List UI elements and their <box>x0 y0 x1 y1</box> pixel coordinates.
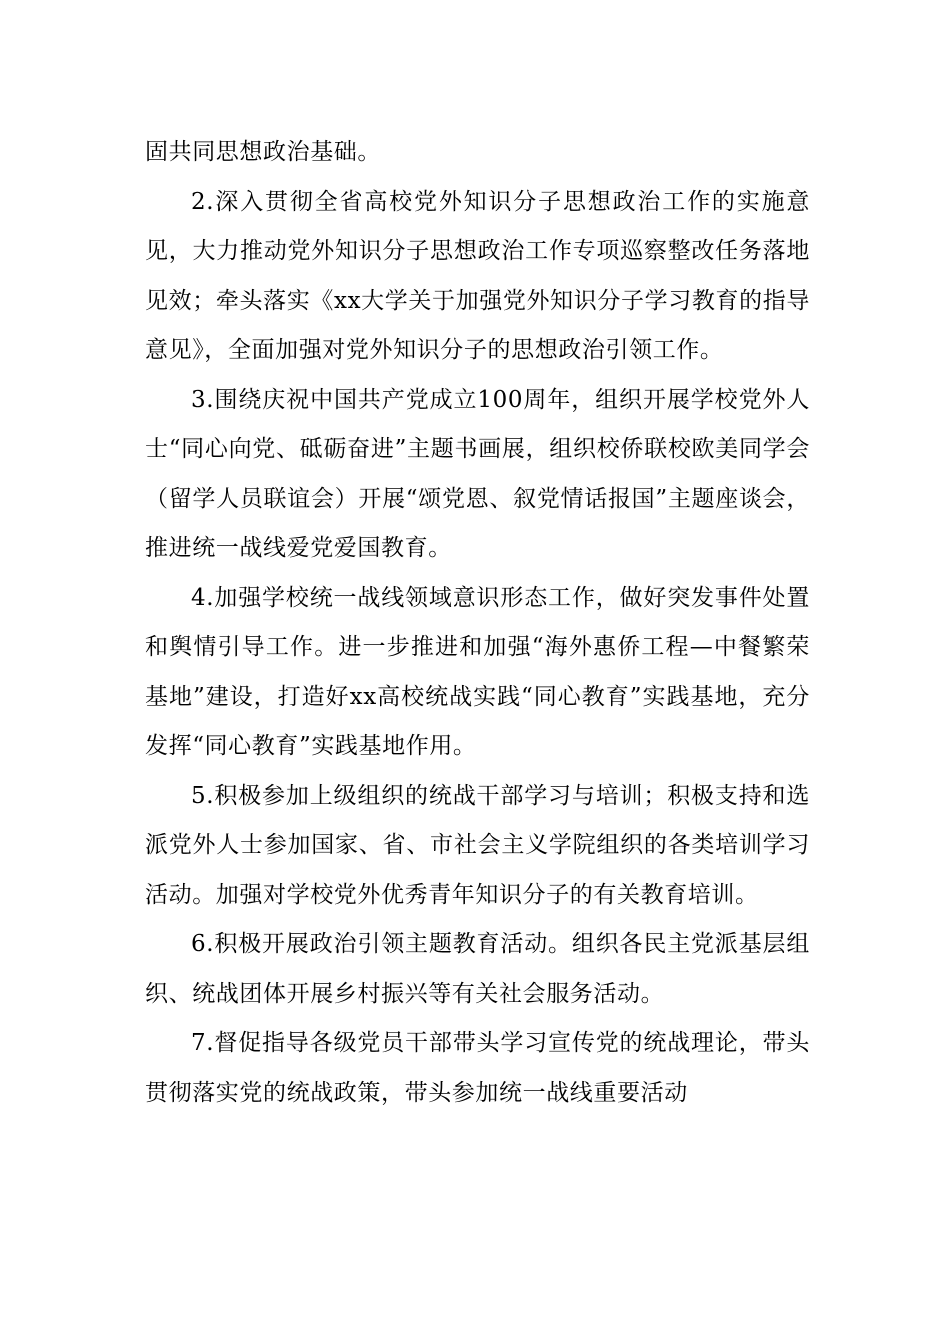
paragraph-item-2: 2.深入贯彻全省高校党外知识分子思想政治工作的实施意见，大力推动党外知识分子思想政治工作专项巡察整改任务落地见效；牵头落实《xx大学关于加强党外知识分子学习教育的指导意见》，全面加强对党外知识分子的思想政治引领工作。 <box>145 188 810 363</box>
paragraph-item-4: 4.加强学校统一战线领域意识形态工作，做好突发事件处置和舆情引导工作。进一步推进和加强“海外惠侨工程—中餐繁荣基地”建设，打造好xx高校统战实践“同心教育”实践基地，充分发挥“同心教育”实践基地作用。 <box>145 584 810 759</box>
paragraph-item-6: 6.积极开展政治引领主题教育活动。组织各民主党派基层组织、统战团体开展乡村振兴等有关社会服务活动。 <box>145 931 810 1007</box>
paragraph-item-5: 5.积极参加上级组织的统战干部学习与培训；积极支持和选派党外人士参加国家、省、市社会主义学院组织的各类培训学习活动。加强对学校党外优秀青年知识分子的有关教育培训。 <box>145 782 810 908</box>
paragraph-item-3: 3.围绕庆祝中国共产党成立100周年，组织开展学校党外人士“同心向党、砥砺奋进”主题书画展，组织校侨联校欧美同学会（留学人员联谊会）开展“颂党恩、叙党情话报国”主题座谈会，推进统一战线爱党爱国教育。 <box>145 386 810 561</box>
paragraph-continuation: 固共同思想政治基础。 <box>145 139 381 165</box>
paragraph-item-7: 7.督促指导各级党员干部带头学习宣传党的统战理论，带头贯彻落实党的统战政策，带头参加统一战线重要活动 <box>145 1030 810 1106</box>
document-body <box>145 128 810 1118</box>
